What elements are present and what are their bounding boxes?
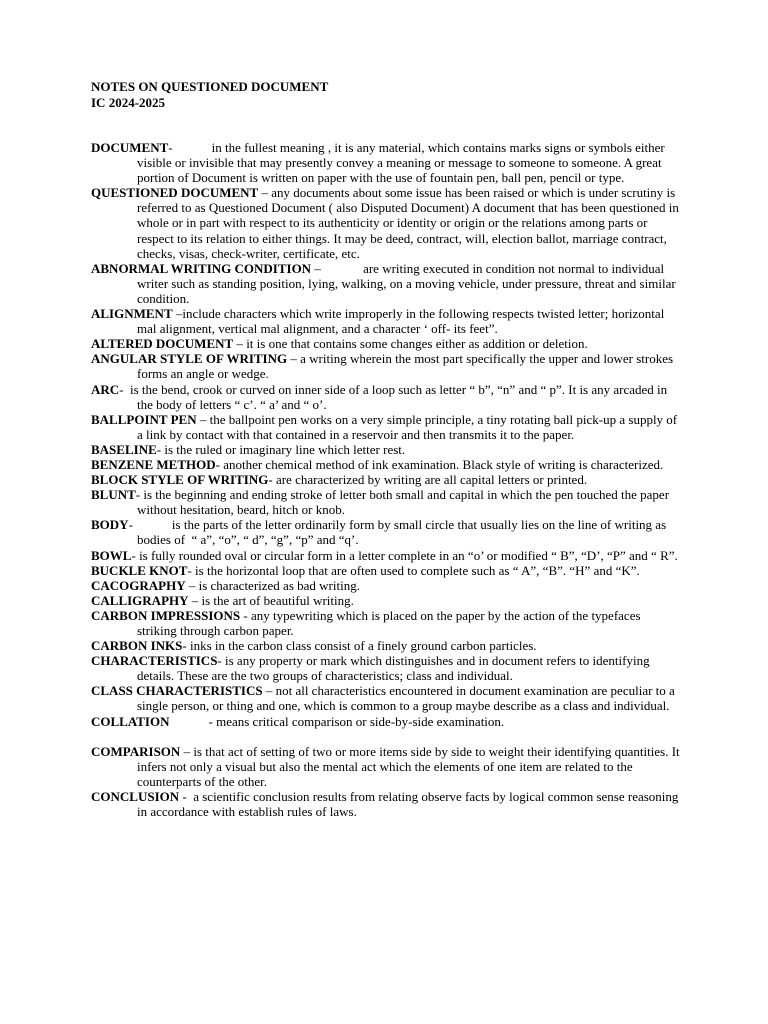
definition: in the fullest meaning , it is any material, which contains marks signs or symbols either visible or invisible that may presently convey a meaning or message to someone to someone. A great portion of Document is written on paper with the use of fountain pen, ball pen, pencil or type. (137, 140, 665, 186)
separator: - (182, 638, 190, 654)
separator: - (119, 381, 131, 397)
term: BOWL (91, 547, 132, 563)
glossary-entry-benzene-method (91, 457, 681, 472)
definition: is the beginning and ending stroke of letter both small and capital in which the pen touched the paper without hesitation, beard, hitch or knob. (137, 487, 670, 518)
glossary-entry-conclusion (91, 789, 681, 819)
term: BUCKLE KNOT (91, 562, 188, 578)
separator: – (180, 743, 194, 759)
document-header (91, 79, 328, 110)
glossary-entry-abnormal-writing-condition (91, 261, 681, 306)
definition: are characterized by writing are all capital letters or printed. (275, 472, 588, 488)
glossary-list (91, 140, 681, 819)
glossary-entry-comparison (91, 744, 681, 789)
document-title: NOTES ON QUESTIONED DOCUMENT (91, 79, 329, 94)
glossary-entry-blunt (91, 487, 681, 517)
separator: – (185, 577, 199, 593)
blank-line (91, 729, 681, 744)
separator: - (215, 456, 224, 472)
document-subtitle: IC 2024-2025 (91, 94, 166, 110)
definition: is the bend, crook or curved on inner side of a loop such as letter “ b”, “n” and “ p”. It is any arcaded in the body of letters “ c’. “ a’ and “ o’. (130, 381, 668, 412)
glossary-entry-cacography (91, 578, 681, 593)
separator: - (179, 788, 194, 804)
term: ALTERED DOCUMENT (91, 336, 234, 352)
term: BALLPOINT PEN (91, 411, 197, 427)
definition: a writing wherein the most part specifically the upper and lower strokes forms an angle or wedge. (137, 351, 674, 382)
definition: another chemical method of ink examination. Black style of writing is characterized. (223, 456, 664, 472)
definition: it is one that contains some changes either as addition or deletion. (246, 336, 588, 352)
definition: the ballpoint pen works on a very simple principle, a tiny rotating ball pick-up a supply of a link by contact with that contained in a reservoir and then transmits it to the paper. (137, 411, 678, 442)
separator: – (258, 185, 272, 201)
glossary-entry-questioned-document (91, 185, 681, 260)
term: BENZENE METHOD (91, 456, 216, 472)
definition: is the ruled or imaginary line which letter rest. (164, 441, 406, 457)
separator: - (268, 472, 276, 488)
glossary-entry-alignment (91, 306, 681, 336)
glossary-entry-body (91, 517, 681, 547)
term: ALIGNMENT (91, 306, 173, 322)
separator: - (128, 517, 172, 533)
definition: is characterized as bad writing. (198, 577, 360, 593)
definition: any typewriting which is placed on the paper by the action of the typefaces striking through carbon paper. (137, 607, 641, 638)
term: BODY (91, 517, 129, 533)
term: CARBON IMPRESSIONS (91, 607, 241, 623)
glossary-entry-carbon-inks (91, 638, 681, 653)
definition: is the art of beautiful writing. (201, 592, 354, 608)
term: CALLIGRAPHY (91, 592, 189, 608)
term: CACOGRAPHY (91, 577, 186, 593)
separator: - (240, 607, 252, 623)
glossary-entry-buckle-knot (91, 563, 681, 578)
definition: is any property or mark which distinguishes and in document refers to identifying details. These are the two groups of characteristics; class and individual. (137, 653, 650, 684)
term: ARC (91, 381, 120, 397)
glossary-entry-collation (91, 714, 681, 729)
separator: - (217, 653, 226, 669)
glossary-entry-angular-style-of-writing (91, 351, 681, 381)
glossary-entry-characteristics (91, 653, 681, 683)
glossary-entry-bowl (91, 548, 681, 563)
separator: - (168, 140, 212, 155)
glossary-entry-carbon-impressions (91, 608, 681, 638)
term: COLLATION (91, 713, 170, 729)
separator: – (287, 351, 301, 367)
separator: – (262, 683, 276, 699)
separator: – (311, 260, 364, 276)
separator: – (172, 306, 183, 322)
glossary-entry-block-style-of-writing (91, 472, 681, 487)
separator: - (131, 547, 140, 563)
separator: – (196, 411, 210, 427)
definition: is fully rounded oval or circular form in a letter complete in an “o’ or modified “ B”, “D’, “P” and “ R”. (139, 547, 678, 563)
definition: means critical comparison or side-by-side examination. (216, 713, 505, 729)
term: DOCUMENT (91, 140, 169, 155)
term: COMPARISON (91, 743, 181, 759)
term: CHARACTERISTICS (91, 653, 218, 669)
term: ABNORMAL WRITING CONDITION (91, 260, 312, 276)
separator: – (233, 336, 247, 352)
separator: - (187, 562, 196, 578)
glossary-entry-altered-document (91, 336, 681, 351)
definition: a scientific conclusion results from relating observe facts by logical common sense reasoning in accordance with establish rules of laws. (137, 788, 679, 820)
glossary-entry-class-characteristics (91, 683, 681, 713)
separator: - (135, 487, 144, 503)
term: BLOCK STYLE OF WRITING (91, 472, 269, 488)
definition: not all characteristics encountered in document examination are peculiar to a single person, or thing and one, which is common to a group maybe describe as a class and individual. (137, 683, 675, 714)
term: ANGULAR STYLE OF WRITING (91, 351, 288, 367)
glossary-entry-document (91, 140, 681, 185)
definition: include characters which write improperly in the following respects twisted letter; horizontal mal alignment, vertical mal alignment, and a character ‘ off- its feet”. (137, 306, 665, 337)
glossary-entry-ballpoint-pen (91, 412, 681, 442)
term: BASELINE (91, 441, 157, 457)
separator: – (188, 592, 202, 608)
definition: is the parts of the letter ordinarily form by small circle that usually lies on the line of writing as bodies of “ a”, “o”, “ d”, “g”, “p” and “q’. (137, 517, 667, 548)
definition: is the horizontal loop that are often used to complete such as “ A”, “B”. “H” and “K”. (195, 562, 640, 578)
glossary-entry-arc (91, 382, 681, 412)
term: CLASS CHARACTERISTICS (91, 683, 263, 699)
term: BLUNT (91, 487, 136, 503)
definition: is that act of setting of two or more items side by side to weight their identifying quantities. It infers not only a visual but also the mental act which the elements of one item are related to the counterparts of the other. (137, 743, 680, 789)
glossary-entry-calligraphy (91, 593, 681, 608)
definition: inks in the carbon class consist of a finely ground carbon particles. (189, 638, 537, 654)
term: QUESTIONED DOCUMENT (91, 185, 259, 201)
definition: any documents about some issue has been raised or which is under scrutiny is referred to as Questioned Document ( also Disputed Document) A document that has been questioned in whole or in part with respect to its authenticity or identity or origin or the relations among parts or respect to its relation to either things. It may be deed, contract, will, election ballot, marriage contract, checks, visas, check-writer, certificate, etc. (137, 185, 679, 261)
term: CONCLUSION (91, 788, 180, 804)
separator: - (169, 713, 217, 729)
definition: are writing executed in condition not normal to individual writer such as standing position, lying, walking, on a moving vehicle, under pressure, threat and similar condition. (137, 260, 676, 306)
glossary-entry-baseline (91, 442, 681, 457)
separator: - (156, 441, 165, 457)
term: CARBON INKS (91, 638, 183, 654)
